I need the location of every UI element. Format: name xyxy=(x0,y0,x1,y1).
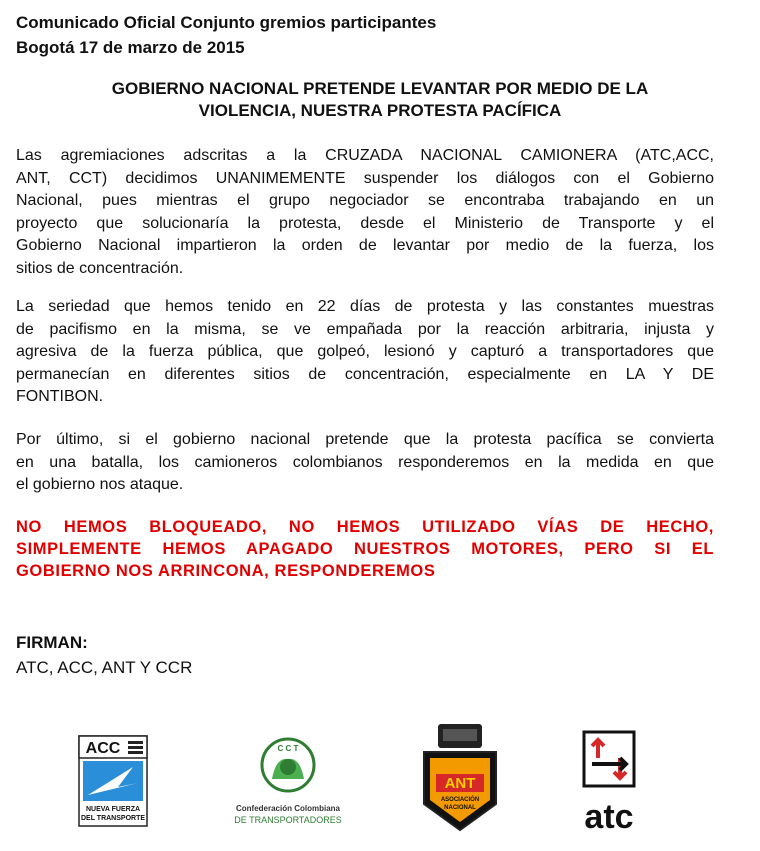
signature-title: FIRMAN: xyxy=(16,633,88,652)
cct-name: Confederación Colombiana xyxy=(235,804,341,813)
acc-logo-text: ACC xyxy=(85,740,121,757)
atc-logo xyxy=(568,728,650,836)
paragraph-line: sitios de concentración. xyxy=(16,259,184,277)
document-title: Comunicado Oficial Conjunto gremios participantes xyxy=(16,13,437,32)
paragraph-line: Nacional, pues mientras el grupo negociador se encontraba trabajando en un xyxy=(16,192,714,210)
signature-names: ATC, ACC, ANT Y CCR xyxy=(16,658,193,677)
paragraph-line: La seriedad que hemos tenido en 22 días de protesta y las constantes muestras xyxy=(16,298,714,315)
paragraph-line: agresiva de la fuerza pública, que golpeó, lesionó y capturó a transportadores que xyxy=(16,343,714,361)
ant-logo-text: ANT xyxy=(444,775,476,792)
paragraph-line: Por último, si el gobierno nacional pretende que la protesta pacífica se convierta xyxy=(16,431,714,448)
cct-logo-text: C C T xyxy=(277,744,299,753)
paragraph-3 xyxy=(16,429,714,497)
paragraph-line: permanecían en diferentes sitios de concentración, especialmente en LA Y DE xyxy=(16,365,714,383)
paragraph-line: en una batalla, los camioneros colombianos responderemos en la medida en que xyxy=(16,453,714,471)
paragraph-2 xyxy=(16,296,714,409)
atc-logo-text: atc xyxy=(584,798,634,836)
acc-logo xyxy=(78,735,148,827)
alert-line: GOBIERNO NOS ARRINCONA, RESPONDEREMOS xyxy=(16,562,436,580)
alert-line: SIMPLEMENTE HEMOS APAGADO NUESTROS MOTORES, PERO SI EL xyxy=(16,540,714,558)
paragraph-line: FONTIBON. xyxy=(16,388,104,406)
acc-tagline: DEL TRANSPORTE xyxy=(80,815,146,822)
ant-logo xyxy=(420,722,500,834)
cct-name: DE TRANSPORTADORES xyxy=(234,815,342,825)
paragraph-line: proyecto que solucionaría la protesta, desde el Ministerio de Transporte y el xyxy=(16,214,714,232)
document-date: Bogotá 17 de marzo de 2015 xyxy=(16,38,245,57)
paragraph-line: el gobierno nos ataque. xyxy=(16,476,184,494)
paragraph-1 xyxy=(16,145,714,281)
ant-name: ASOCIACIÓN xyxy=(440,797,480,803)
ant-name: NACIONAL xyxy=(444,805,476,811)
document-header xyxy=(16,10,436,60)
headline-line: VIOLENCIA, NUESTRA PROTESTA PACÍFICA xyxy=(198,101,562,120)
headline-line: GOBIERNO NACIONAL PRETENDE LEVANTAR POR MEDIO DE LA xyxy=(111,79,649,98)
paragraph-line: de pacifismo en la misma, se ve empañada por la reacción arbitraria, injusta y xyxy=(16,320,714,338)
paragraph-line: ANT, CCT) decidimos UNANIMEMENTE suspender los diálogos con el Gobierno xyxy=(16,169,714,187)
headline xyxy=(30,78,730,122)
acc-tagline: NUEVA FUERZA xyxy=(85,806,141,813)
cct-logo xyxy=(228,735,348,830)
alert-statement xyxy=(16,516,714,582)
paragraph-line: Las agremiaciones adscritas a la CRUZADA NACIONAL CAMIONERA (ATC,ACC, xyxy=(16,147,714,164)
alert-line: NO HEMOS BLOQUEADO, NO HEMOS UTILIZADO VÍAS DE HECHO, xyxy=(16,518,714,536)
paragraph-line: Gobierno Nacional impartieron la orden de levantar por medio de la fuerza, los xyxy=(16,237,714,255)
